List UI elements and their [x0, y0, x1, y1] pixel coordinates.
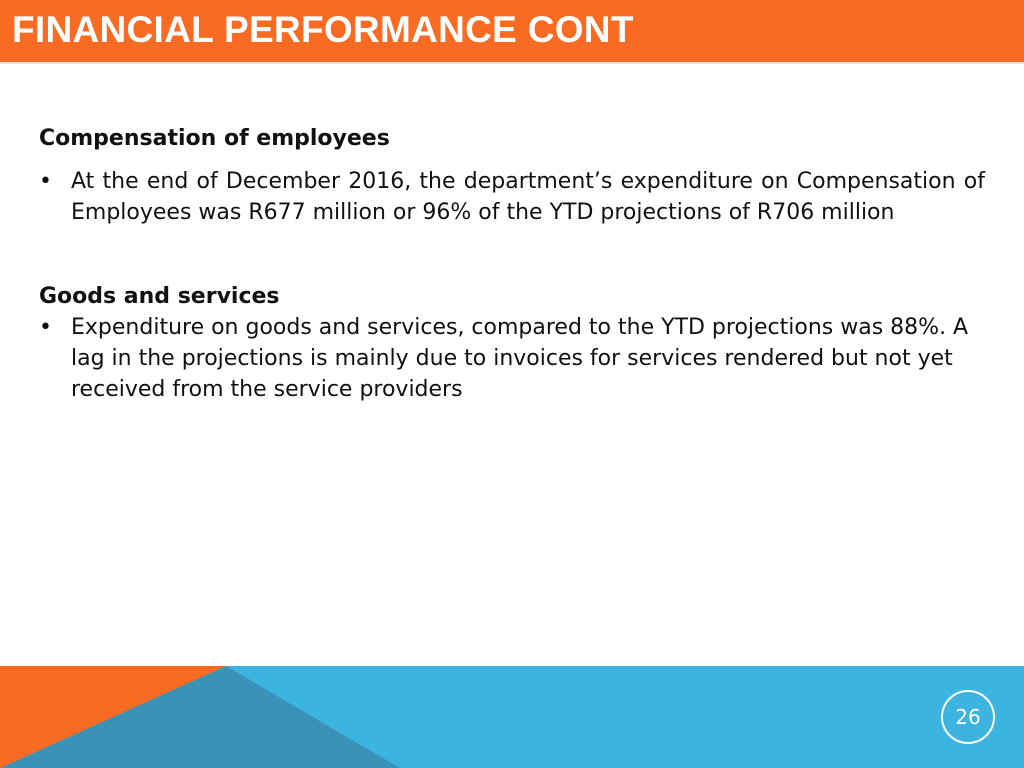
title-bar: [0, 0, 1024, 64]
bullet-dot-icon: •: [39, 169, 52, 194]
footer-decoration: [0, 666, 1024, 768]
slide-title: FINANCIAL PERFORMANCE CONT: [12, 9, 634, 50]
bullet-compensation: [39, 166, 985, 228]
section-heading-compensation: Compensation of employees: [39, 126, 390, 151]
bullet-text-goods: Expenditure on goods and services, compared to the YTD projections was 88%. A lag in the projections is mainly due to invoices for services rendered but not yet received from the service providers: [71, 315, 969, 402]
page-number: 26: [955, 705, 981, 729]
section-heading-goods: Goods and services: [39, 284, 280, 309]
bullet-goods: [39, 312, 985, 405]
bullet-text-compensation: At the end of December 2016, the department’s expenditure on Compensation of Employees was R677 million or 96% of the YTD projections of R706 million: [71, 169, 985, 225]
page-number-badge: [941, 690, 995, 744]
slide-content: [39, 124, 985, 405]
bullet-dot-icon: •: [39, 315, 52, 340]
